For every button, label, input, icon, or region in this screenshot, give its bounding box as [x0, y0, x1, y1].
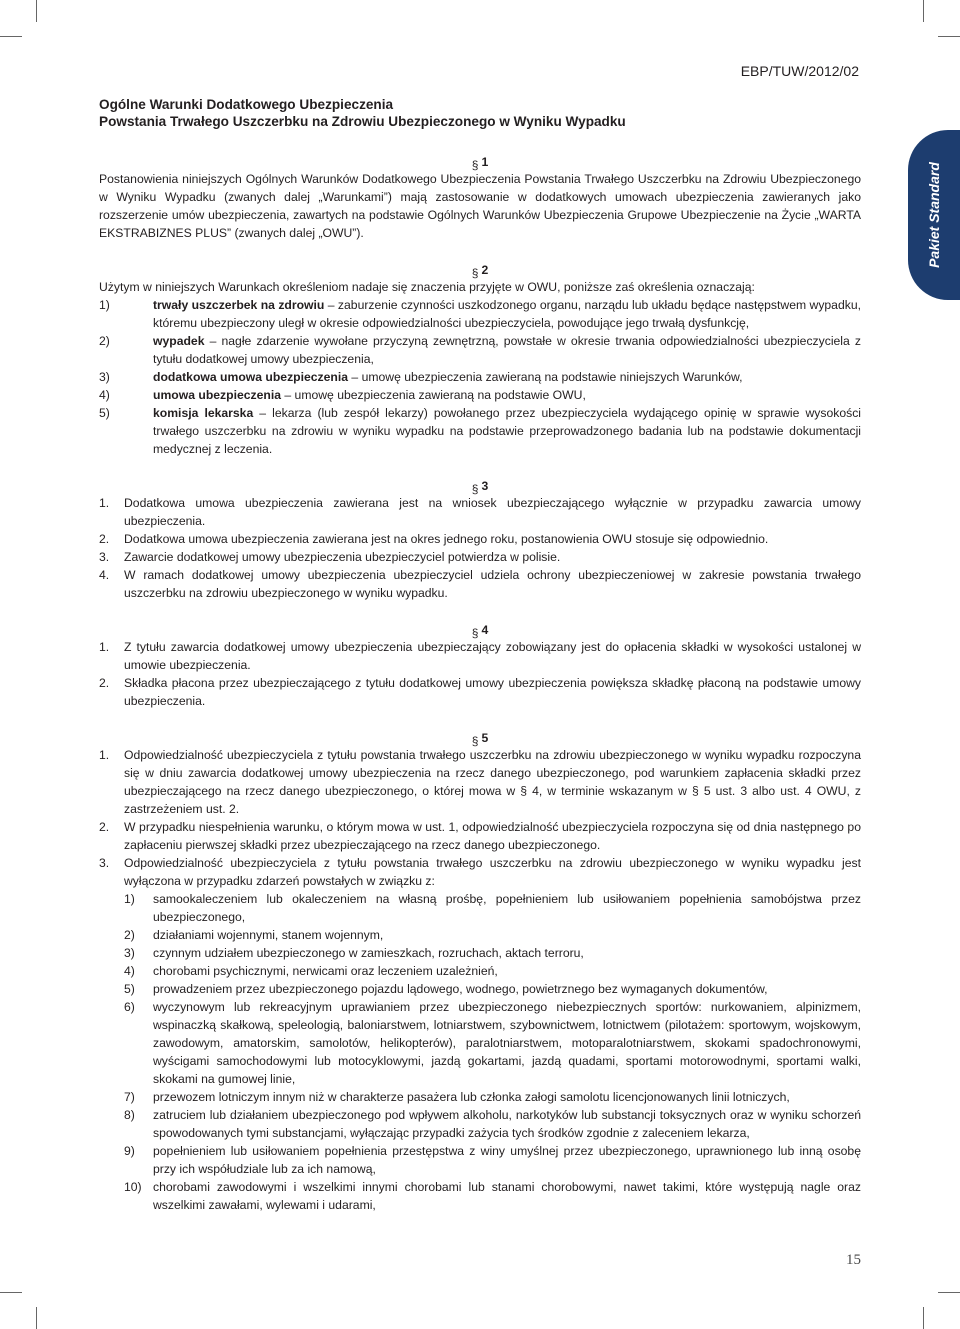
crop-mark — [923, 0, 924, 22]
section-symbol: § — [471, 158, 479, 172]
section-heading-1 — [99, 152, 861, 170]
exclusion-item: 4) chorobami psychicznymi, nerwicami oraz leczeniem uzależnień, — [124, 964, 498, 978]
document-title — [99, 96, 626, 130]
list-item: 3. Zawarcie dodatkowej umowy ubezpieczenia ubezpieczyciel potwierdza w polisie. — [99, 550, 561, 564]
section-number: 5 — [481, 731, 489, 745]
definition-item: 5) komisja lekarska – lekarza (lub zespół lekarzy) powołanego przez ubezpieczyciela wydającego opinię w sprawie wysokości trwałego uszczerbku na zdrowiu w wyniku wypadku na podstawie przeprowadzonego badania lub na podstawie dokumentacji medycznej z leczenia. — [99, 406, 861, 456]
list-item: 2. Składka płacona przez ubezpieczającego z tytułu dodatkowej umowy ubezpieczenia powiększa składkę płaconą na podstawie umowy ubezpieczenia. — [99, 676, 861, 708]
section-heading-5 — [99, 728, 861, 746]
crop-mark — [36, 0, 37, 22]
definition-text: – umowę ubezpieczenia zawieraną na podstawie niniejszych Warunków, — [348, 370, 743, 384]
document-body — [99, 152, 861, 1214]
exclusion-item: 1) samookaleczeniem lub okaleczeniem na własną prośbę, popełnieniem lub usiłowaniem popełnienia samobójstwa przez ubezpieczonego, — [124, 892, 861, 924]
section-number: 1 — [481, 155, 489, 169]
definition-text: – umowę ubezpieczenia zawieraną na podstawie OWU, — [281, 388, 586, 402]
list-item: 4. W ramach dodatkowej umowy ubezpieczenia ubezpieczyciel udziela ochrony ubezpieczeniowej w zakresie powstania trwałego uszczerbku na zdrowiu ubezpieczonego w wyniku wypadku. — [99, 568, 861, 600]
document-code: EBP/TUW/2012/02 — [740, 63, 859, 79]
definition-term: komisja lekarska — [153, 406, 254, 420]
section-number: 4 — [481, 623, 489, 637]
exclusion-item: 2) działaniami wojennymi, stanem wojennym, — [124, 928, 384, 942]
exclusion-item: 7) przewozem lotniczym innym niż w charakterze pasażera lub członka załogi samolotu licencjonowanych linii lotniczych, — [124, 1090, 790, 1104]
crop-mark — [923, 1307, 924, 1329]
section-2-intro: Użytym w niniejszych Warunkach określeniom nadaje się znaczenia przyjęte w OWU, poniższe zaś określenia oznaczają: — [99, 280, 755, 294]
definition-term: trwały uszczerbek na zdrowiu — [153, 298, 325, 312]
section-heading-2 — [99, 260, 861, 278]
section-symbol: § — [471, 626, 479, 640]
definition-item: 3) dodatkowa umowa ubezpieczenia – umowę ubezpieczenia zawieraną na podstawie niniejszych Warunków, — [99, 370, 743, 384]
section-symbol: § — [471, 266, 479, 280]
exclusion-item: 8) zatruciem lub działaniem ubezpieczonego pod wpływem alkoholu, narkotyków lub substancji toksycznych oraz w wyniku schorzeń spowodowanych tymi substancjami, wyłączając przypadki zażycia tych środków zgodnie z zaleceniem lekarza, — [124, 1108, 861, 1140]
list-item: 1. Z tytułu zawarcia dodatkowej umowy ubezpieczenia ubezpieczający zobowiązany jest do opłacenia składki w wysokości ustalonej w umowie ubezpieczenia. — [99, 640, 861, 672]
definition-item: 2) wypadek – nagłe zdarzenie wywołane przyczyną zewnętrzną, powstałe w okresie trwania odpowiedzialności ubezpieczyciela z tytułu dodatkowej umowy ubezpieczenia, — [99, 334, 861, 366]
title-line-1: Ogólne Warunki Dodatkowego Ubezpieczenia — [99, 97, 394, 112]
section-symbol: § — [471, 482, 479, 496]
exclusion-item: 10) chorobami zawodowymi i wszelkimi innymi chorobami lub stanami chorobowymi, nawet takimi, które występują nagle oraz wszelkimi zawałami, wylewami i udarami, — [124, 1180, 861, 1212]
definition-item: 4) umowa ubezpieczenia – umowę ubezpieczenia zawieraną na podstawie OWU, — [99, 388, 586, 402]
section-heading-4 — [99, 620, 861, 638]
definition-item: 1) trwały uszczerbek na zdrowiu – zaburzenie czynności uszkodzonego organu, narządu lub układu będące następstwem wypadku, któremu ubezpieczony uległ w okresie odpowiedzialności ubezpieczyciela, powodujące jego trwałą dysfunkcję, — [99, 298, 862, 330]
section-1-text: Postanowienia niniejszych Ogólnych Warunków Dodatkowego Ubezpieczenia Powstania Trwałego Uszczerbku na Zdrowiu Ubezpieczonego w Wyniku Wypadku (zwanych dalej „Warunkami”) mają zastosowanie w dodatkowych umowach ubezpieczenia zawieranych jako rozszerzenie umów ubezpieczenia, zawartych na podstawie Ogólnych Warunków Ubezpieczenia Grupowe Ubezpieczenie na Życie „WARTA EKSTRABIZNES PLUS” (zwanych dalej „OWU”). — [99, 172, 861, 240]
title-line-2: Powstania Trwałego Uszczerbku na Zdrowiu Ubezpieczonego w Wyniku Wypadku — [99, 114, 626, 129]
definition-term: umowa ubezpieczenia — [153, 388, 281, 402]
definition-text: – lekarza (lub zespół lekarzy) powołanego przez ubezpieczyciela wydającego opinię w sprawie wysokości trwałego uszczerbku na zdrowiu w wyniku wypadku na podstawie przeprowadzonego badania lub na podstawie dokumentacji medycznej z leczenia. — [153, 406, 861, 456]
crop-mark — [36, 1307, 37, 1329]
definition-term: wypadek — [153, 334, 205, 348]
page-number: 15 — [846, 1252, 861, 1268]
side-tab — [908, 130, 960, 300]
list-item: 1. Odpowiedzialność ubezpieczyciela z tytułu powstania trwałego uszczerbku na zdrowiu ubezpieczonego w wyniku wypadku rozpoczyna się w dniu zawarcia dodatkowej umowy ubezpieczenia na rzecz danego ubezpieczonego, pod warunkiem zapłacenia składki przez ubezpieczającego na rzecz danego ubezpieczonego, o której mowa w § 4, w terminie wskazanym w § 5 ust. 3 albo ust. 4 OWU, z zastrzeżeniem ust. 2. — [99, 748, 861, 816]
exclusions-list — [124, 890, 861, 1214]
section-number: 3 — [481, 479, 489, 493]
section-heading-3 — [99, 476, 861, 494]
exclusion-item: 6) wyczynowym lub rekreacyjnym uprawianiem przez ubezpieczonego niebezpiecznych sportów: nurkowaniem, alpinizmem, wspinaczką skałkową, speleologią, baloniarstwem, lotniarstwem, szybownictwem, lotnictwem (pilotażem: sportowym, wojskowym, zawodowym, amatorskim, samolotów, helikopterów), paralotniarstwem, motoparalotniarstwem, skokami spadochronowymi, wyścigami samochodowymi lub motocyklowymi, jazdą gokartami, jazdą quadami, sportami motorowodnymi, sportami walki, skokami na gumowej linie, — [124, 1000, 861, 1086]
exclusion-item: 3) czynnym udziałem ubezpieczonego w zamieszkach, rozruchach, aktach terroru, — [124, 946, 584, 960]
crop-mark — [938, 36, 960, 37]
side-tab-label: Pakiet Standard — [926, 162, 942, 268]
crop-mark — [938, 1292, 960, 1293]
exclusion-item: 5) prowadzeniem przez ubezpieczonego pojazdu lądowego, wodnego, powietrznego bez wymaganych dokumentów, — [124, 982, 768, 996]
section-symbol: § — [471, 734, 479, 748]
section-number: 2 — [481, 263, 489, 277]
list-item: 2. Dodatkowa umowa ubezpieczenia zawierana jest na okres jednego roku, postanowienia OWU stosuje się odpowiednio. — [99, 532, 769, 546]
list-item: 1. Dodatkowa umowa ubezpieczenia zawierana jest na wniosek ubezpieczającego wyłącznie w przypadku zawarcia umowy ubezpieczenia. — [99, 496, 861, 528]
definition-text: – zaburzenie czynności uszkodzonego organu, narządu lub układu będące następstwem wypadku, któremu ubezpieczony uległ w okresie odpowiedzialności ubezpieczyciela, powodujące jego trwałą dysfunkcję, — [153, 298, 862, 330]
definition-term: dodatkowa umowa ubezpieczenia — [153, 370, 349, 384]
crop-mark — [0, 36, 22, 37]
crop-mark — [0, 1292, 22, 1293]
exclusion-item: 9) popełnieniem lub usiłowaniem popełnienia przestępstwa z winy umyślnej przez ubezpieczonego, uprawnionego lub inną osobę przy ich współudziale lub za ich namową, — [124, 1144, 861, 1176]
list-item: 2. W przypadku niespełnienia warunku, o którym mowa w ust. 1, odpowiedzialność ubezpieczyciela rozpoczyna się od dnia następnego po zapłaceniu pierwszej składki przez ubezpieczającego na rzecz danego ubezpieczonego. — [99, 820, 861, 852]
list-item: 3. Odpowiedzialność ubezpieczyciela z tytułu powstania trwałego uszczerbku na zdrowiu ubezpieczonego w wyniku wypadku jest wyłączona w przypadku zdarzeń powstałych w związku z: 1) samookaleczeniem lub okaleczeniem na własną prośbę, popełnieniem lub usiłowaniem popełnienia samobójstwa przez ubezpieczonego, 2) działaniami wojennymi, stanem wojennym, 3) czynnym udziałem ubezpieczonego w zamieszkach, rozruchach, aktach terroru, 4) chorobami psychicznymi, nerwicami oraz leczeniem uzależnień, 5) prowadzeniem przez ubezpieczonego pojazdu lądowego, wodnego, powietrznego bez wymaganych dokumentów, 6) wyczynowym lub rekreacyjnym uprawianiem przez ubezpieczonego niebezpiecznych sportów: nurkowaniem, alpinizmem, wspinaczką skałkową, speleologią, baloniarstwem, lotniarstwem, szybownictwem, lotnictwem (pilotażem: sportowym, wojskowym, zawodowym, amatorskim, samolotów, helikopterów), paralotniarstwem, motoparalotniarstwem, skokami spadochronowymi, wyścigami samochodowymi lub motocyklowymi, jazdą gokartami, jazdą quadami, sportami motorowodnymi, sportami walki, skokami na gumowej linie, 7) przewozem lotniczym innym niż w charakterze pasażera lub członka załogi samolotu licencjonowanych linii lotniczych, 8) zatruciem lub działaniem ubezpieczonego pod wpływem alkoholu, narkotyków lub substancji toksycznych oraz w wyniku schorzeń spowodowanych tymi substancjami, wyłączając przypadki zażycia tych środków zgodnie z zaleceniem lekarza, 9) popełnieniem lub usiłowaniem popełnienia przestępstwa z winy umyślnej przez ubezpieczonego, uprawnionego lub inną osobę przy ich współudziale lub za ich namową, 10) chorobami zawodowymi i wszelkimi innymi chorobami lub stanami chorobowymi, nawet takimi, które występują nagle oraz wszelkimi zawałami, wylewami i udarami, — [99, 856, 861, 1212]
definition-text: – nagłe zdarzenie wywołane przyczyną zewnętrzną, powstałe w okresie trwania odpowiedzialności ubezpieczyciela z tytułu dodatkowej umowy ubezpieczenia, — [153, 334, 861, 366]
